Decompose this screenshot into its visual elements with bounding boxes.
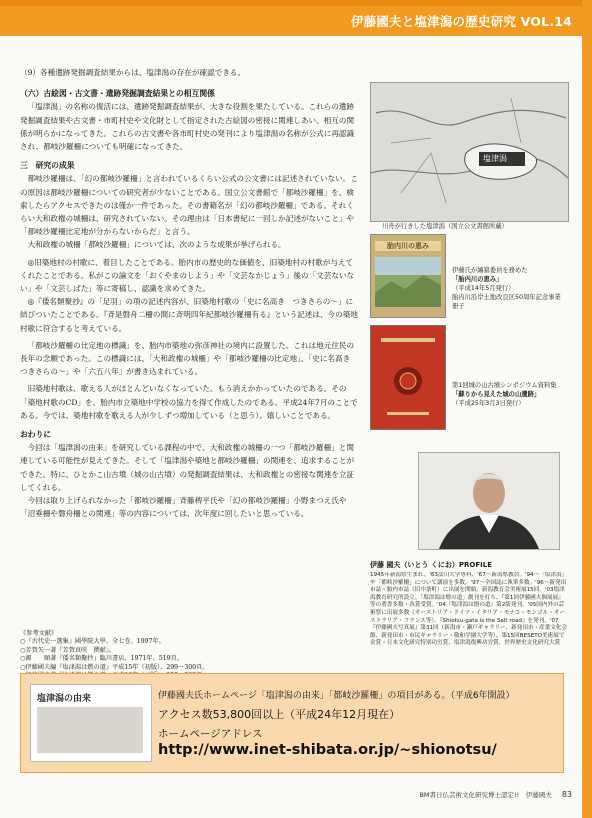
profile-body: 1945年新潟県生まれ。'63法川大学専科、'67〜新潟県教員。'94〜「塩津潟」や「都岐沙羅柵」について講演を多数。'97〜全国誌に執筆多数。'96〜新発田市誌・胎内市誌（旧中条町）に出展を開始。新潟教育会美術展15回。'03塩津潟教育研究所設立。「塩津潟は燈の道」創刊を打ち、『第1回伊藤國夫個展展』等の著書多数・各賞受賞。'04『塩津潟は燈の道』第2版発刊。'05国内外の芸術祭に出展多数（オーストリア・ドイツ・イタリア・モナコ・モンゴル・オーストラリア・フランス等）。『Shiotsu-gata is the Salt road』を発刊。'07『伊藤國夫写真展』第31回（新潟市・瀬戸ギャラリー、新発田市・産業文化会館、新発田市・市民ギャラリー・敬和学園大学等）、第15回BESETO美術展で金賞・日本文化研究特別功労賞、塩津潟復興功労賞、世界歴史文化研究大賞 bbox=[370, 572, 568, 647]
book2-caption-line: 「蘇りから見えた城の山遺跡」 bbox=[452, 391, 541, 398]
conclusion-title: おわりに bbox=[20, 430, 52, 440]
paragraph: 都岐沙羅柵は、「幻の都岐沙羅柵」と言われているくらい公式の公文書には記述されていない。この原因は都岐沙羅柵についての研究者が少ないことである。国立公文書館で「都岐沙羅柵」を、検索したらアクセスできたのは僅か一件であった。その書籍名が「幻の都岐沙羅柵」である。それくらい大和政権の城柵は、研究されていない。その理由は「日本書紀に一回しか記述がないこと」や「都岐沙羅柵比定地が分からないからだ」と言う。 bbox=[20, 174, 358, 237]
reference-item: ○源 順著『倭名類聚抄』臨川書店、1971年、519頁。 bbox=[20, 655, 183, 663]
page-footer bbox=[419, 790, 572, 799]
book1-photo bbox=[371, 253, 445, 313]
section-3-title: 三 研究の成果 bbox=[20, 161, 75, 171]
page-title: 伊藤國夫と塩津潟の歴史研究 VOL.14 bbox=[350, 14, 572, 29]
promo-address-label: ホームページアドレス bbox=[158, 728, 263, 740]
profile-title: 伊藤 國夫（いとう くにお）PROFILE bbox=[370, 561, 492, 569]
page-header bbox=[0, 0, 592, 36]
paragraph: ◎『倭名類聚抄』の「足羽」の項の記述内容が、旧築地村歌の「史に名高き つきさらの〜」に結びついたことである。『斉是磐舟二柵の間に斉明四年紀都岐沙羅柵有る』という記述は、今の築地村歌に符合すると考えている。 bbox=[20, 297, 358, 333]
map-drawing bbox=[371, 83, 568, 221]
right-edge-bar bbox=[582, 0, 592, 818]
intro-item: （9）各種遺跡発掘調査結果からは、塩津潟の存在が確認できる。 bbox=[20, 68, 246, 77]
old-map-image bbox=[370, 82, 569, 222]
promo-line-1: 伊藤國夫氏ホームページ「塩津潟の由来」「都岐沙羅柵」の項目がある。（平成6年開設） bbox=[158, 691, 515, 701]
section-6-title: （六）古絵図・古文書・遺跡発掘調査結果との相互関係 bbox=[20, 89, 215, 99]
book1-caption-line: 胎内川沿岸土地改良区50周年記念事業冊子 bbox=[452, 294, 561, 310]
footer-text: BM書日仏芸術文化研究博士認定!! 伊藤國夫 bbox=[419, 791, 552, 799]
book2-caption-line: （平成25年3月3日発行） bbox=[452, 400, 525, 407]
references-heading: 《参考文献》 bbox=[20, 630, 58, 637]
promo-access-count: アクセス数53,800回以上（平成24年12月現在） bbox=[158, 708, 401, 721]
thumbnail-title: 塩津潟の由来 bbox=[37, 694, 92, 704]
book-cover-1 bbox=[370, 234, 446, 318]
book2-emblem bbox=[371, 326, 445, 429]
book1-caption-line: （平成14年5月発行） bbox=[452, 285, 515, 292]
book1-caption bbox=[452, 266, 564, 311]
article-body bbox=[20, 66, 358, 521]
reference-item: ○芳賀矢一著『芳賀真咲 撰献』。 bbox=[20, 646, 116, 654]
reference-item: ○『古代史一選集』國學院大學、全七巻、1997年。 bbox=[20, 638, 165, 646]
paragraph: 旧築地村歌は、歌える人がほとんどいなくなっていた。もう消えかかっていたのである。その「築地村歌のCD」を、胎内市立築地中学校の協力を得て作成したのである。平成24年7月のことである。今では、築地村歌を歌える人が少しずつ増加している（と思う）。嬉しいことである。 bbox=[20, 384, 358, 420]
homepage-thumbnail bbox=[30, 684, 152, 762]
header-top-bar bbox=[0, 0, 592, 6]
portrait-drawing bbox=[419, 453, 559, 549]
conclusion-body: 今回は「塩津潟の由来」を研究している課程の中で、大和政権の城柵の一つ「都岐沙羅柵」と関連している可能性が見えてきた。そして「塩津潟や築地と都岐沙羅柵」の関連を、追求することができた。特に、ひとかこ山古墳（城の山古墳）の発掘調査結果は、大和政権との密接な関連を立証してくれる。 bbox=[20, 443, 355, 492]
book-cover-2 bbox=[370, 325, 446, 430]
book2-caption bbox=[452, 381, 564, 408]
book1-title: 胎内川の恵み bbox=[375, 241, 441, 251]
map-label: 塩津潟 bbox=[483, 154, 507, 163]
paragraph: 「都岐沙羅柵の比定地の標識」を、胎内市築地の弥彦神社の境内に設置した。これは地元住民の長年の念願であった。この標識には、「大和政権の城柵」や「都岐沙羅柵の比定地」、「史に名高き つきさらの〜」や「六五八年」が書き込まれている。 bbox=[20, 340, 358, 377]
portrait-photo bbox=[418, 452, 560, 550]
conclusion-body-2: 今回は取り上げられなかった「都岐沙羅柵」斉藤稗平氏や「幻の都岐沙羅柵」小野まつえ氏や「沼垂柵や磐舟柵との関連」等の内容については、次年度に回したいと思っている。 bbox=[20, 496, 347, 519]
book1-caption-line: 「胎内川の恵み」 bbox=[452, 276, 503, 283]
paragraph: 大和政権の城柵「都岐沙羅柵」については、次のような成果が挙げられる。 bbox=[27, 240, 286, 250]
section-6-body: 「塩津潟」の名称の復活には、遺跡発掘調査結果が、大きな役割を果たしている。これらの遺跡発掘調査結果や古文書・市町村史や文化財として指定された古絵図の密接に関連しあい、相互の関係が明らかになってきた。これらの古文書や各市町村史の発刊により塩津潟の名称が公式に再認識され、都岐沙羅柵についても明確になってきた。 bbox=[20, 102, 355, 152]
paragraph: ◎旧築地村の村歌に、着目したことである。胎内市の歴史的な価値を、旧築地村の村歌が与えてくれたことである。私がこの論文を「おくやまのしよう」や「文芸なかじょう」後の「文芸ないない」や「文芸しばた」等に寄稿し、認識を求めてきた。 bbox=[20, 257, 355, 294]
homepage-url[interactable]: http://www.inet-shibata.or.jp/~shionotsu/ bbox=[158, 742, 497, 758]
book2-caption-line: 第1回城の山古墳シンポジウム資料集 bbox=[452, 382, 557, 389]
profile bbox=[370, 560, 568, 672]
reference-item: ○伊藤國夫編『塩津潟は燃の道』平成15年（初版）、299〜300頁。 bbox=[20, 663, 209, 671]
page-number: 83 bbox=[561, 790, 572, 799]
thumbnail-image bbox=[37, 707, 143, 753]
book1-caption-line: 伊藤氏が編纂委員を務めた bbox=[452, 267, 528, 274]
map-caption: 川舟が行きした塩津潟（国立公文書館所蔵） bbox=[382, 223, 508, 230]
